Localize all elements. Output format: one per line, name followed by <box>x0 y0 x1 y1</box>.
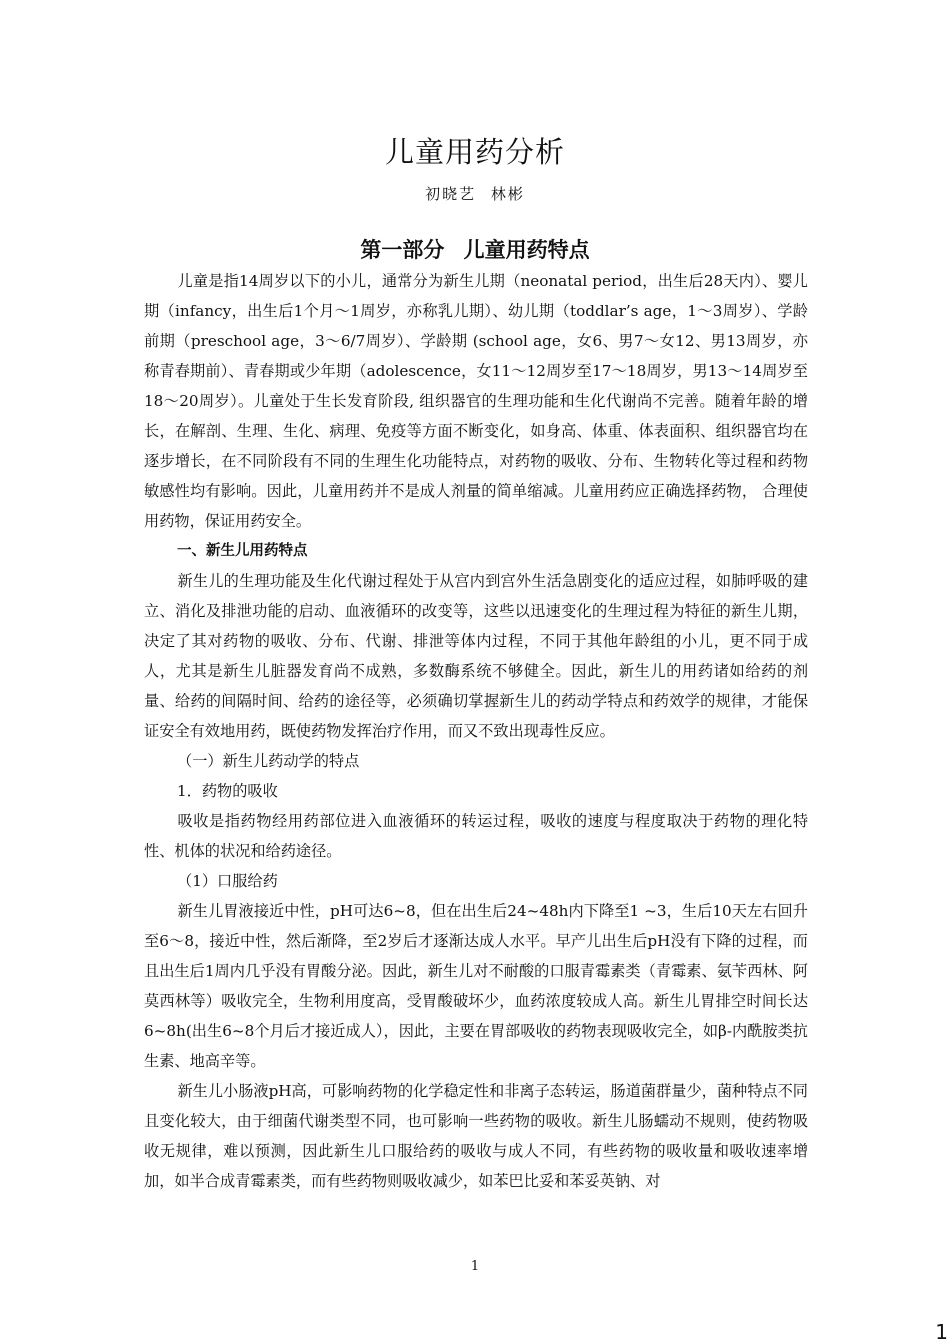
paragraph: 吸收是指药物经用药部位进入血液循环的转运过程，吸收的速度与程度取决于药物的理化特性、机体的状况和给药途径。 <box>144 812 808 860</box>
subsection-heading: 一、新生儿用药特点 <box>177 543 308 559</box>
body-text <box>144 266 808 1196</box>
authors <box>0 183 950 204</box>
subsection-heading: 1．药物的吸收 <box>177 782 278 800</box>
section-heading <box>0 234 950 264</box>
paragraph: 新生儿的生理功能及生化代谢过程处于从宫内到宫外生活急剧变化的适应过程，如肺呼吸的建立、消化及排泄功能的启动、血液循环的改变等，这些以迅速变化的生理过程为特征的新生儿期，决定了其对药物的吸收、分布、代谢、排泄等体内过程，不同于其他年龄组的小儿，更不同于成人，尤其是新生儿脏器发育尚不成熟，多数酶系统不够健全。因此，新生儿的用药诸如给药的剂量、给药的间隔时间、给药的途径等，必须确切掌握新生儿的药动学特点和药效学的规律，才能保证安全有效地用药，既使药物发挥治疗作用，而又不致出现毒性反应。 <box>144 572 808 740</box>
document-title: 儿童用药分析 <box>384 135 565 169</box>
section-label: 第一部分 <box>360 238 445 262</box>
page-number: 1 <box>470 1259 480 1274</box>
subsection-heading: （1）口服给药 <box>177 872 278 890</box>
section-name: 儿童用药特点 <box>463 238 590 262</box>
subsection-heading: （一）新生儿药动学的特点 <box>177 752 360 770</box>
paragraph: 儿童是指14周岁以下的小儿，通常分为新生儿期（neonatal period，出生后28天内）、婴儿期（infancy，出生后1个月～1周岁，亦称乳儿期）、幼儿期（toddlar’s age，1～3周岁）、学龄前期（preschool age，3～6/7周岁）、学龄期 (school age，女6、男7～女12、男13周岁，亦称青春期前）、青春期或少年期（adolescence，女11～12周岁至17～18周岁，男13～14周岁至18～20周岁）。儿童处于生长发育阶段, 组织器官的生理功能和生化代谢尚不完善。随着年龄的增长，在解剖、生理、生化、病理、免疫等方面不断变化，如身高、体重、体表面积、组织器官均在逐步增长，在不同阶段有不同的生理生化功能特点，对药物的吸收、分布、生物转化等过程和药物敏感性均有影响。因此，儿童用药并不是成人剂量的简单缩减。儿童用药应正确选择药物， 合理使用药物，保证用药安全。 <box>144 272 808 530</box>
paragraph: 新生儿小肠液pH高，可影响药物的化学稳定性和非离子态转运，肠道菌群量少，菌种特点不同且变化较大，由于细菌代谢类型不同，也可影响一些药物的吸收。新生儿肠蠕动不规则，使药物吸收无规律，难以预测，因此新生儿口服给药的吸收与成人不同，有些药物的吸收量和吸收速率增加，如半合成青霉素类，而有些药物则吸收减少，如苯巴比妥和苯妥英钠、对 <box>144 1082 808 1190</box>
author-name: 初晓艺 <box>425 185 477 203</box>
paragraph: 新生儿胃液接近中性，pH可达6~8，但在出生后24~48h内下降至1 ~3，生后10天左右回升至6～8，接近中性，然后渐降，至2岁后才逐渐达成人水平。早产儿出生后pH没有下降的过程，而且出生后1周内几乎没有胃酸分泌。因此，新生儿对不耐酸的口服青霉素类（青霉素、氨苄西林、阿莫西林等）吸收完全，生物利用度高，受胃酸破坏少，血药浓度较成人高。新生儿胃排空时间长达6~8h(出生6~8个月后才接近成人），因此，主要在胃部吸收的药物表现吸收完全，如β-内酰胺类抗生素、地高辛等。 <box>144 902 808 1070</box>
viewer-page-indicator: 1 <box>935 1320 948 1344</box>
author-name: 林彬 <box>490 185 525 203</box>
